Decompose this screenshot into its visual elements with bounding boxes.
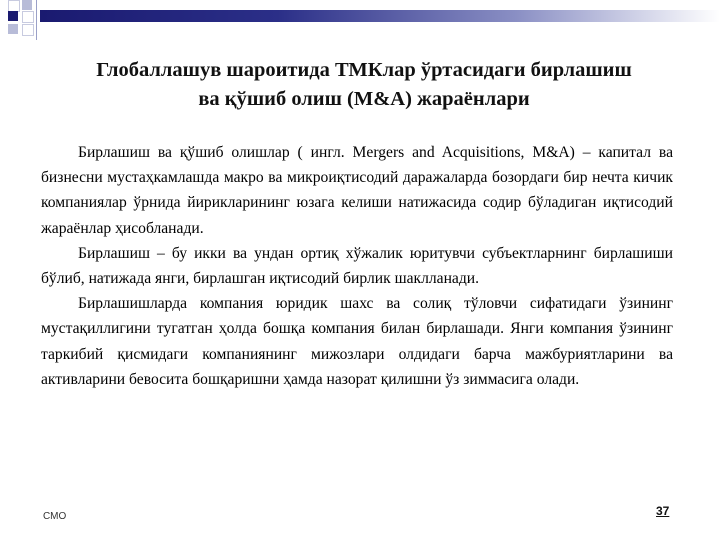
- paragraph-2: Бирлашиш – бу икки ва ундан ортиқ хўжалик юритувчи субъектларнинг бирлашиши бўлиб, натижада янги, бирлашган иқтисодий бирлик шаклланади.: [41, 244, 673, 288]
- paragraph-3: Бирлашишларда компания юридик шахс ва солиқ тўловчи сифатидаги ўзининг мустақиллигини тугатган ҳолда бошқа компания билан бирлашади. Янги компания ўзининг таркибий қисмидаги компаниянинг мижозлари олдидаги барча мажбуриятларини ва активларини бевосита бошқаришни ҳамда назорат қилишни ўз зиммасига олади.: [41, 295, 673, 388]
- slide-body: [41, 140, 673, 392]
- header-gradient-bar: [40, 10, 720, 22]
- title-line-2: ва қўшиб олиш (M&A) жараёнлари: [198, 88, 530, 110]
- deco-vertical-line: [36, 0, 37, 40]
- title-line-1: Глобаллашув шароитида ТМКлар ўртасидаги бирлашиш: [96, 59, 632, 81]
- slide-title: [30, 56, 698, 114]
- deco-square: [22, 0, 32, 10]
- page-number: 37: [656, 504, 670, 518]
- deco-square: [8, 24, 18, 34]
- header-decoration: [0, 0, 720, 50]
- footer-label: СМО: [43, 511, 67, 522]
- deco-square: [22, 11, 34, 23]
- deco-square: [8, 11, 18, 21]
- paragraph-1: Бирлашиш ва қўшиб олишлар ( ингл. Mergers and Acquisitions, M&A) – капитал ва бизнесни мустаҳкамлашда макро ва микроиқтисодий даражаларда бозордаги бир нечта кичик компаниялар ўрнида йирикларининг юзага келиши натижасида содир бўладиган иқтисодий жараёнлар ҳисобланади.: [41, 144, 673, 237]
- deco-square: [22, 24, 34, 36]
